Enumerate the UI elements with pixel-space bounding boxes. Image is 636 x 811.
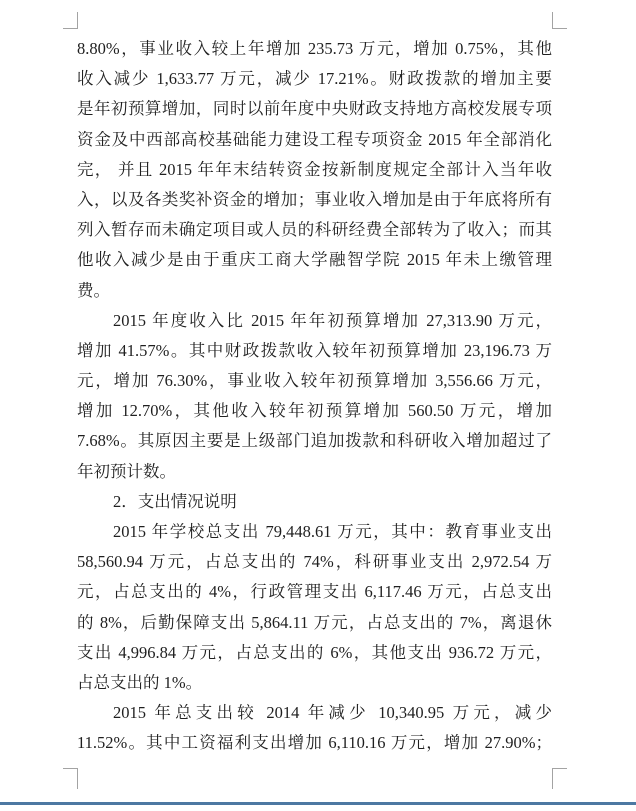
document-line[interactable]: 完， 并且 2015 年年末结转资金按新制度规定全部计入当年收 — [77, 159, 552, 179]
crop-mark-bottom-right — [552, 768, 567, 789]
document-line[interactable]: 支出 4,996.84 万元，占总支出的 6%，其他支出 936.72 万元， — [77, 642, 552, 662]
document-line[interactable]: 年初预计数。 — [77, 461, 176, 481]
document-line[interactable]: 他收入减少是由于重庆工商大学融智学院 2015 年未上缴管理 — [77, 250, 552, 270]
document-line[interactable]: 的 8%，后勤保障支出 5,864.11 万元，占总支出的 7%，离退休 — [77, 612, 552, 632]
document-line[interactable]: 列入暂存而未确定项目或人员的科研经费全部转为了收入；而其 — [77, 220, 552, 240]
document-line[interactable]: 是年初预算增加，同时以前年度中央财政支持地方高校发展专项 — [77, 99, 552, 119]
document-line[interactable]: 7.68%。其原因主要是上级部门追加拨款和科研收入增加超过了 — [77, 431, 552, 451]
document-line[interactable]: 元，占总支出的 4%，行政管理支出 6,117.46 万元，占总支出 — [77, 582, 552, 602]
crop-mark-top-left — [63, 12, 78, 29]
document-text-area[interactable] — [77, 34, 552, 759]
document-line[interactable]: 收入减少 1,633.77 万元，减少 17.21%。财政拨款的增加主要 — [77, 69, 552, 89]
document-line[interactable]: 占总支出的 1%。 — [77, 672, 203, 692]
document-line[interactable]: 资金及中西部高校基础能力建设工程专项资金 2015 年全部消化 — [77, 129, 552, 149]
document-line[interactable]: 8.80%，事业收入较上年增加 235.73 万元，增加 0.75%，其他 — [77, 39, 552, 58]
document-line[interactable]: 2．支出情况说明 — [113, 491, 237, 511]
document-line[interactable]: 2015 年总支出较 2014 年减少 10,340.95 万元，减少 — [113, 703, 552, 723]
crop-mark-top-right — [552, 12, 567, 29]
document-line[interactable]: 2015 年度收入比 2015 年年初预算增加 27,313.90 万元， — [113, 310, 552, 330]
document-line[interactable]: 2015 年学校总支出 79,448.61 万元，其中：教育事业支出 — [113, 522, 552, 541]
document-line[interactable]: 入，以及各类奖补资金的增加；事业收入增加是由于年底将所有 — [77, 189, 552, 209]
document-line[interactable]: 增加 41.57%。其中财政拨款收入较年初预算增加 23,196.73 万 — [77, 340, 552, 360]
document-line[interactable]: 11.52%。其中工资福利支出增加 6,110.16 万元，增加 27.90%； — [77, 733, 552, 753]
document-line[interactable]: 58,560.94 万元，占总支出的 74%，科研事业支出 2,972.54 万 — [77, 552, 552, 572]
document-line[interactable]: 元，增加 76.30%，事业收入较年初预算增加 3,556.66 万元， — [77, 371, 552, 391]
document-line[interactable]: 费。 — [77, 280, 110, 300]
document-line[interactable]: 增加 12.70%，其他收入较年初预算增加 560.50 万元，增加 — [77, 401, 552, 421]
crop-mark-bottom-left — [63, 768, 78, 789]
bottom-divider — [0, 802, 636, 805]
